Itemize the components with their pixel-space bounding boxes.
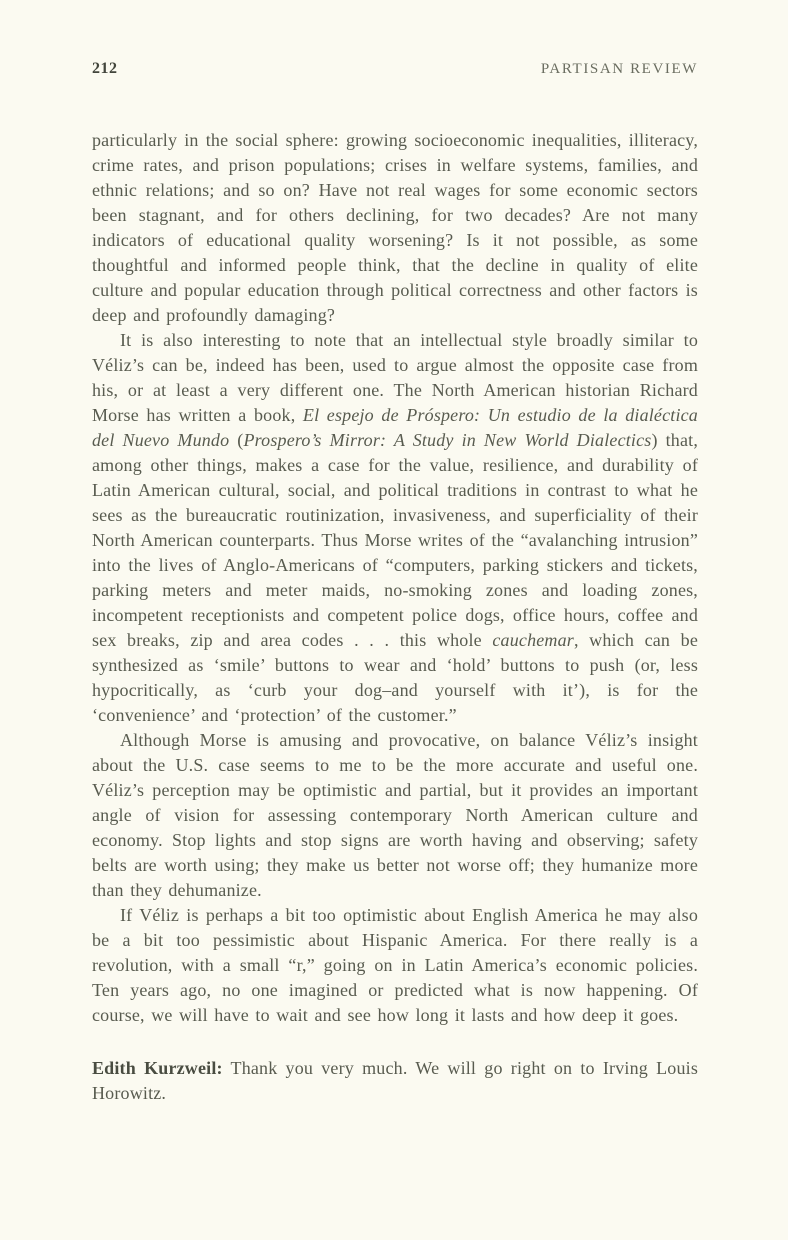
text-segment: , which can be synthesized as ‘smile’ buttons to wear and ‘hold’ buttons to push (or, less hypocritically, as ‘curb your dog–and yourself with it’), is for the ‘convenience’ and ‘protection’ of the customer.”: [92, 630, 698, 725]
text-segment: (: [229, 430, 244, 450]
page-header: [92, 60, 698, 78]
speaker-name: Edith Kurzweil:: [92, 1058, 223, 1078]
book-title-segment: Prospero’s Mirror: A Study in New World Dialectics: [243, 430, 652, 450]
paragraph: [92, 128, 698, 328]
book-title-segment: cauchemar: [492, 630, 574, 650]
journal-title: PARTISAN REVIEW: [540, 61, 698, 77]
page-body: [92, 128, 698, 1106]
page-number: 212: [92, 60, 118, 77]
text-segment: Thank you very much. We will go right on to Irving Louis Horowitz.: [92, 1058, 699, 1103]
paragraph: [92, 1056, 698, 1106]
text-segment: It is also interesting to note that an intellectual style broadly similar to Véliz’s can be, indeed has been, used to argue almost the opposite case from his, or at least a very different one. The North American historian Richard Morse has written a book,: [92, 330, 698, 425]
book-title-segment: El espejo de Próspero: Un estudio de la dialéctica del Nuevo Mundo: [92, 405, 698, 450]
paragraph: [92, 903, 698, 1028]
text-segment: particularly in the social sphere: growing socioeconomic inequalities, illiteracy, crime rates, and prison populations; crises in welfare systems, families, and ethnic relations; and so on? Have not real wages for some economic sectors been stagnant, and for others declining, for two decades? Are not many indicators of educational quality worsening? Is it not possible, as some thoughtful and informed people think, that the decline in quality of elite culture and popular education through political correctness and other factors is deep and profoundly damaging?: [92, 130, 698, 325]
page-inner: [92, 60, 698, 1106]
text-segment: Although Morse is amusing and provocative, on balance Véliz’s insight about the U.S. case seems to me to be the more accurate and useful one. Véliz’s perception may be optimistic and partial, but it provides an important angle of vision for assessing contemporary North American culture and economy. Stop lights and stop signs are worth having and observing; safety belts are worth using; they make us better not worse off; they humanize more than they dehumanize.: [92, 730, 698, 900]
text-segment: If Véliz is perhaps a bit too optimistic about English America he may also be a bit too pessimistic about Hispanic America. For there really is a revolution, with a small “r,” going on in Latin America’s economic policies. Ten years ago, no one imagined or predicted what is now happening. Of course, we will have to wait and see how long it lasts and how deep it goes.: [92, 905, 698, 1025]
paragraph: [92, 328, 698, 728]
paragraph: [92, 728, 698, 903]
text-segment: ) that, among other things, makes a case for the value, resilience, and durability of Latin American cultural, social, and political traditions in contrast to what he sees as the bureaucratic routinization, invasiveness, and superficiality of their North American counterparts. Thus Morse writes of the “avalanching intrusion” into the lives of Anglo-Americans of “computers, parking stickers and tickets, parking meters and meter maids, no-smoking zones and loading zones, incompetent receptionists and competent police dogs, office hours, coffee and sex breaks, zip and area codes . . . this whole: [92, 430, 699, 650]
